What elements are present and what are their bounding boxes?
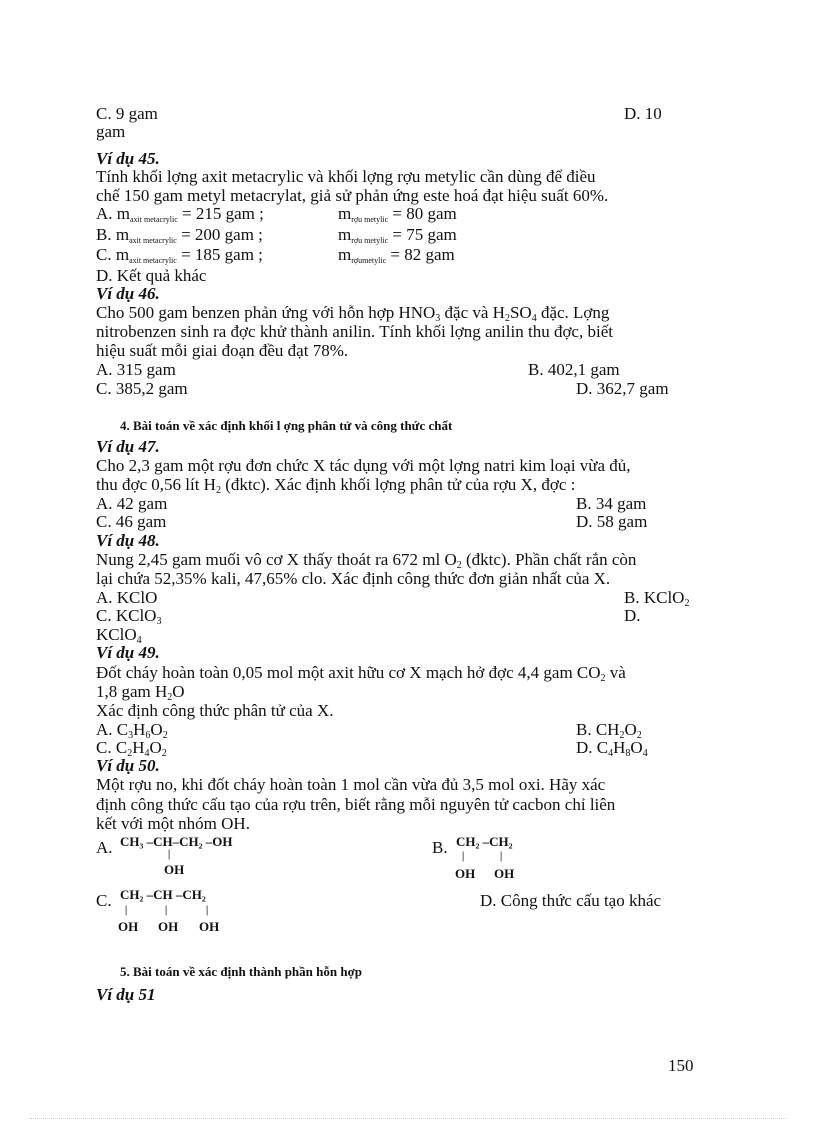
section-5-heading: 5. Bài toán về xác định thành phần hỗn hợp (120, 964, 363, 979)
q46-text1: Cho 500 gam benzen phản ứng với hỗn hợp $HNO_3$ đặc và $H_2SO_4$ đặc. Lợng (96, 303, 610, 324)
q46-option-a: A. 315 gam (96, 360, 176, 379)
q46-text3: hiệu suất mỗi giai đoạn đều đạt 78%. (96, 341, 349, 360)
q50-c-oh1: OH (118, 919, 139, 934)
q47-option-b: B. 34 gam (576, 494, 647, 513)
q50-title: Ví dụ 50. (96, 756, 160, 775)
q50-text1: Một rợu no, khi đốt cháy hoàn toàn 1 mol cần vừa đủ 3,5 mol oxi. Hãy xác (96, 775, 606, 794)
q46-text2: nitrobenzen sinh ra đợc khử thành anilin. Tính khối lợng anilin thu đợc, biết (96, 322, 613, 341)
q50-option-b: B. (432, 838, 448, 857)
q50-c-bond3: | (206, 905, 209, 916)
q49-text2: 1,8 gam $H_2O$ (96, 682, 185, 703)
q51-title: Ví dụ 51 (96, 985, 156, 1004)
q50-b-formula: CH₂ –CH₂ (456, 834, 513, 849)
footer-divider (30, 1118, 786, 1119)
q49-option-a: A. $C_3H_6O_2$ (96, 720, 168, 741)
q45-option-a2: $m_{rợu metylic} = 80$ gam (338, 204, 457, 224)
q50-c-oh3: OH (199, 919, 220, 934)
q50-b-bond2: | (500, 851, 503, 862)
q45-option-b2: $m_{rợu metylic} = 75$ gam (338, 225, 457, 245)
q44-option-d-cont: gam (96, 122, 126, 141)
q50-c-oh2: OH (158, 919, 179, 934)
q45-option-c2: $m_{rợumetylic} = 82$ gam (338, 245, 455, 265)
q47-option-d: D. 58 gam (576, 512, 648, 531)
q50-text3: kết với một nhóm OH. (96, 814, 250, 833)
q50-a-oh: OH (164, 862, 185, 877)
q45-option-c: C. $m_{axit metacrylic} = 185$ gam ; (96, 245, 263, 265)
q50-c-bond1: | (125, 905, 128, 916)
q49-text3: Xác định công thức phân tử của X. (96, 701, 334, 720)
q48-option-b: B. KClO$_2$ (624, 588, 690, 609)
q48-option-a: A. KClO (96, 588, 158, 607)
q47-title: Ví dụ 47. (96, 437, 160, 456)
q48-text1: Nung 2,45 gam muối vô cơ X thấy thoát ra 672 ml $O_2$ (đktc). Phần chất rắn còn (96, 550, 637, 571)
q45-title: Ví dụ 45. (96, 149, 160, 168)
q50-c-formula: CH₂ –CH –CH₂ (120, 887, 206, 902)
q50-option-a: A. (96, 838, 113, 857)
q47-text1: Cho 2,3 gam một rợu đơn chức X tác dụng với một lợng natri kim loại vừa đủ, (96, 456, 631, 475)
q50-option-d: D. Công thức cấu tạo khác (480, 891, 662, 910)
q48-option-d: D. (624, 606, 641, 625)
q45-text2: chế 150 gam metyl metacrylat, giả sử phản ứng este hoá đạt hiệu suất 60%. (96, 186, 609, 205)
section-4-heading: 4. Bài toán về xác định khối l ợng phân tử và công thức chất (120, 418, 453, 433)
q50-text2: định công thức cấu tạo của rợu trên, biết rằng mỗi nguyên tử cacbon chỉ liên (96, 795, 616, 814)
q50-option-c: C. (96, 891, 112, 910)
q47-option-a: A. 42 gam (96, 494, 168, 513)
q48-option-d-cont: KClO$_4$ (96, 625, 142, 646)
q49-title: Ví dụ 49. (96, 643, 160, 662)
q49-text1: Đốt cháy hoàn toàn 0,05 mol một axit hữu cơ X mạch hở đợc 4,4 gam $CO_2$ và (96, 663, 626, 684)
q44-option-d: D. 10 (624, 104, 662, 123)
q47-option-c: C. 46 gam (96, 512, 167, 531)
q45-text1: Tính khối lợng axit metacrylic và khối lợng rợu metylic cần dùng để điều (96, 167, 596, 186)
q50-b-oh2: OH (494, 866, 515, 881)
q48-title: Ví dụ 48. (96, 531, 160, 550)
q50-c-bond2: | (165, 905, 168, 916)
q46-option-c: C. 385,2 gam (96, 379, 188, 398)
q46-option-d: D. 362,7 gam (576, 379, 669, 398)
q50-b-oh1: OH (455, 866, 476, 881)
q49-option-c: C. $C_2H_4O_2$ (96, 738, 167, 759)
q49-option-d: D. $C_4H_8O_4$ (576, 738, 648, 759)
q45-option-a: A. $m_{axit metacrylic} = 215$ gam ; (96, 204, 264, 224)
q44-option-c: C. 9 gam (96, 104, 158, 123)
q48-text2: lại chứa 52,35% kali, 47,65% clo. Xác định công thức đơn giản nhất của X. (96, 569, 611, 588)
q50-b-bond1: | (462, 851, 465, 862)
q50-a-bond: | (168, 849, 171, 860)
q48-option-c: C. KClO$_3$ (96, 606, 162, 627)
page-number: 150 (668, 1056, 694, 1075)
q46-option-b: B. 402,1 gam (528, 360, 620, 379)
q46-title: Ví dụ 46. (96, 284, 160, 303)
q45-option-b: B. $m_{axit metacrylic} = 200$ gam ; (96, 225, 263, 245)
q45-option-d: D. Kết quả khác (96, 266, 207, 285)
q50-a-formula: CH₃ –CH–CH₂ –OH (120, 834, 233, 849)
q49-option-b: B. $CH_2O_2$ (576, 720, 642, 741)
q47-text2: thu đợc 0,56 lít $H_2$ (đktc). Xác định khối lợng phân tử của rợu X, đợc : (96, 475, 576, 496)
